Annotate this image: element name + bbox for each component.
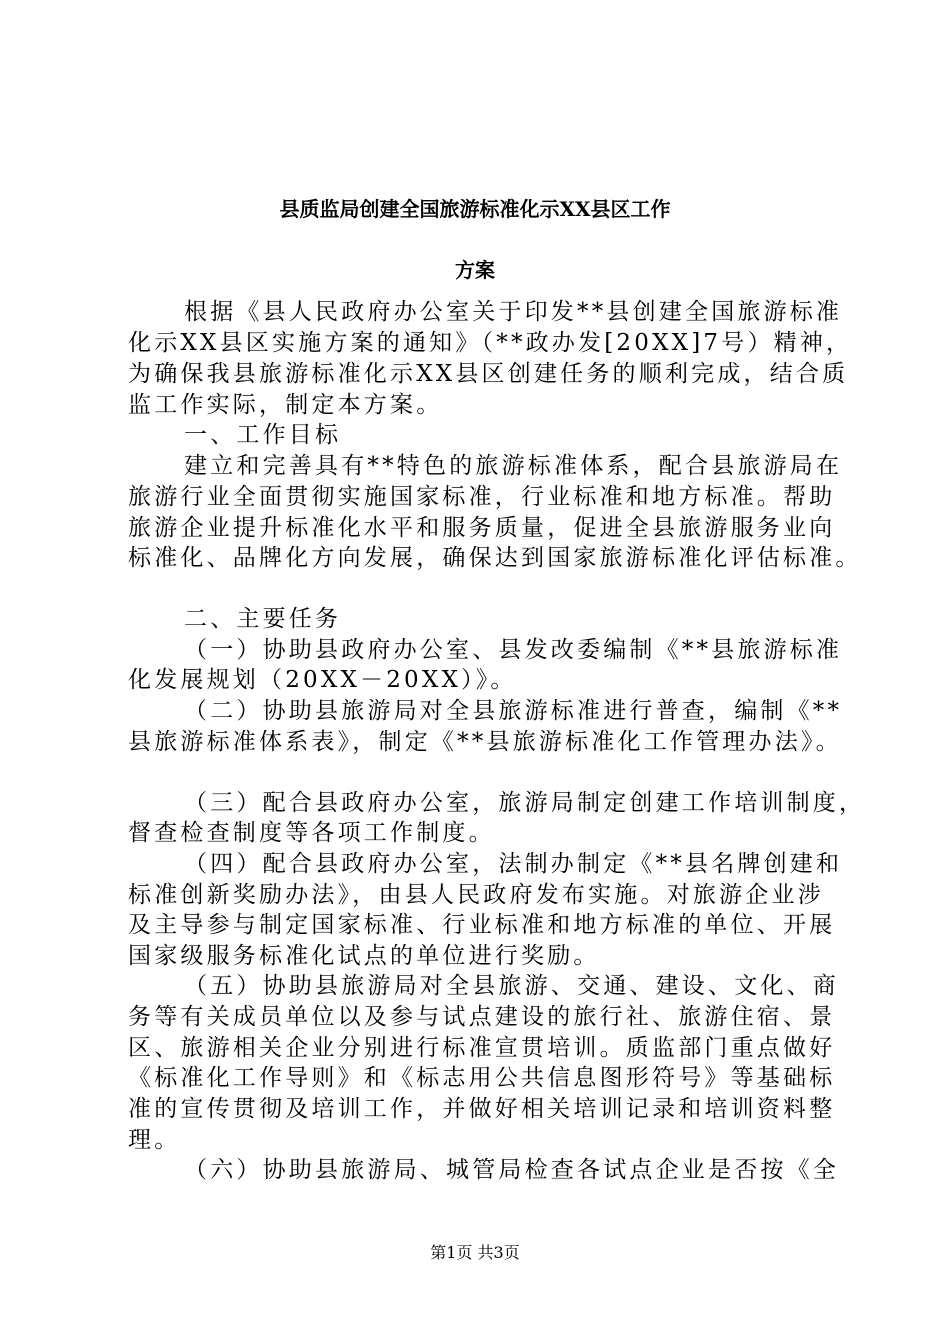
body-line: 标准化、品牌化方向发展，确保达到国家旅游标准化评估标准。 [128,545,862,571]
body-line: 旅游企业提升标准化水平和服务质量，促进全县旅游服务业向 [128,515,836,541]
body-line: 建立和完善具有**特色的旅游标准体系，配合县旅游局在 [184,453,843,479]
body-line: 监工作实际，制定本方案。 [128,392,443,418]
body-line: 国家级服务标准化试点的单位进行奖励。 [128,943,600,969]
body-line: 区、旅游相关企业分别进行标准宣贯培训。质监部门重点做好 [128,1035,836,1061]
body-line: 理。 [128,1127,181,1153]
body-line: 县旅游标准体系表》，制定《**县旅游标准化工作管理办法》。 [128,729,842,755]
body-line: （一）协助县政府办公室、县发改委编制《**县旅游标准 [184,637,843,663]
body-line: 为确保我县旅游标准化示XX县区创建任务的顺利完成，结合质 [128,361,849,387]
section-heading: 一、工作目标 [184,422,342,448]
body-line: 准的宣传贯彻及培训工作，并做好相关培训记录和培训资料整 [128,1096,836,1122]
body-line: （三）配合县政府办公室，旅游局制定创建工作培训制度， [184,790,866,816]
body-line: 务等有关成员单位以及参与试点建设的旅行社、旅游住宿、景 [128,1004,836,1030]
document-title-line-1: 县质监局创建全国旅游标准化示XX县区工作 [279,197,671,221]
body-line: 化发展规划（20XX－20XX）》。 [128,667,517,693]
body-line: 根据《县人民政府办公室关于印发**县创建全国旅游标准 [184,299,843,325]
body-line: 《标准化工作导则》和《标志用公共信息图形符号》等基础标 [128,1065,836,1091]
page-number-footer: 第1页 共3页 [430,1243,520,1262]
document-title-line-2: 方案 [455,258,495,282]
body-line: 旅游行业全面贯彻实施国家标准，行业标准和地方标准。帮助 [128,484,836,510]
body-line: 标准创新奖励办法》，由县人民政府发布实施。对旅游企业涉 [128,882,824,908]
body-line: （四）配合县政府办公室，法制办制定《**县名牌创建和 [184,851,843,877]
body-line: 化示XX县区实施方案的通知》（**政办发[20XX]7号）精神， [128,330,853,356]
body-line: （二）协助县旅游局对全县旅游标准进行普查，编制《** [184,698,843,724]
body-line: 督查检查制度等各项工作制度。 [128,820,495,846]
section-heading: 二、主要任务 [184,606,342,632]
body-line: 及主导参与制定国家标准、行业标准和地方标准的单位、开展 [128,912,836,938]
body-line: （六）协助县旅游局、城管局检查各试点企业是否按《全 [184,1157,839,1183]
body-line: （五）协助县旅游局对全县旅游、交通、建设、文化、商 [184,973,839,999]
